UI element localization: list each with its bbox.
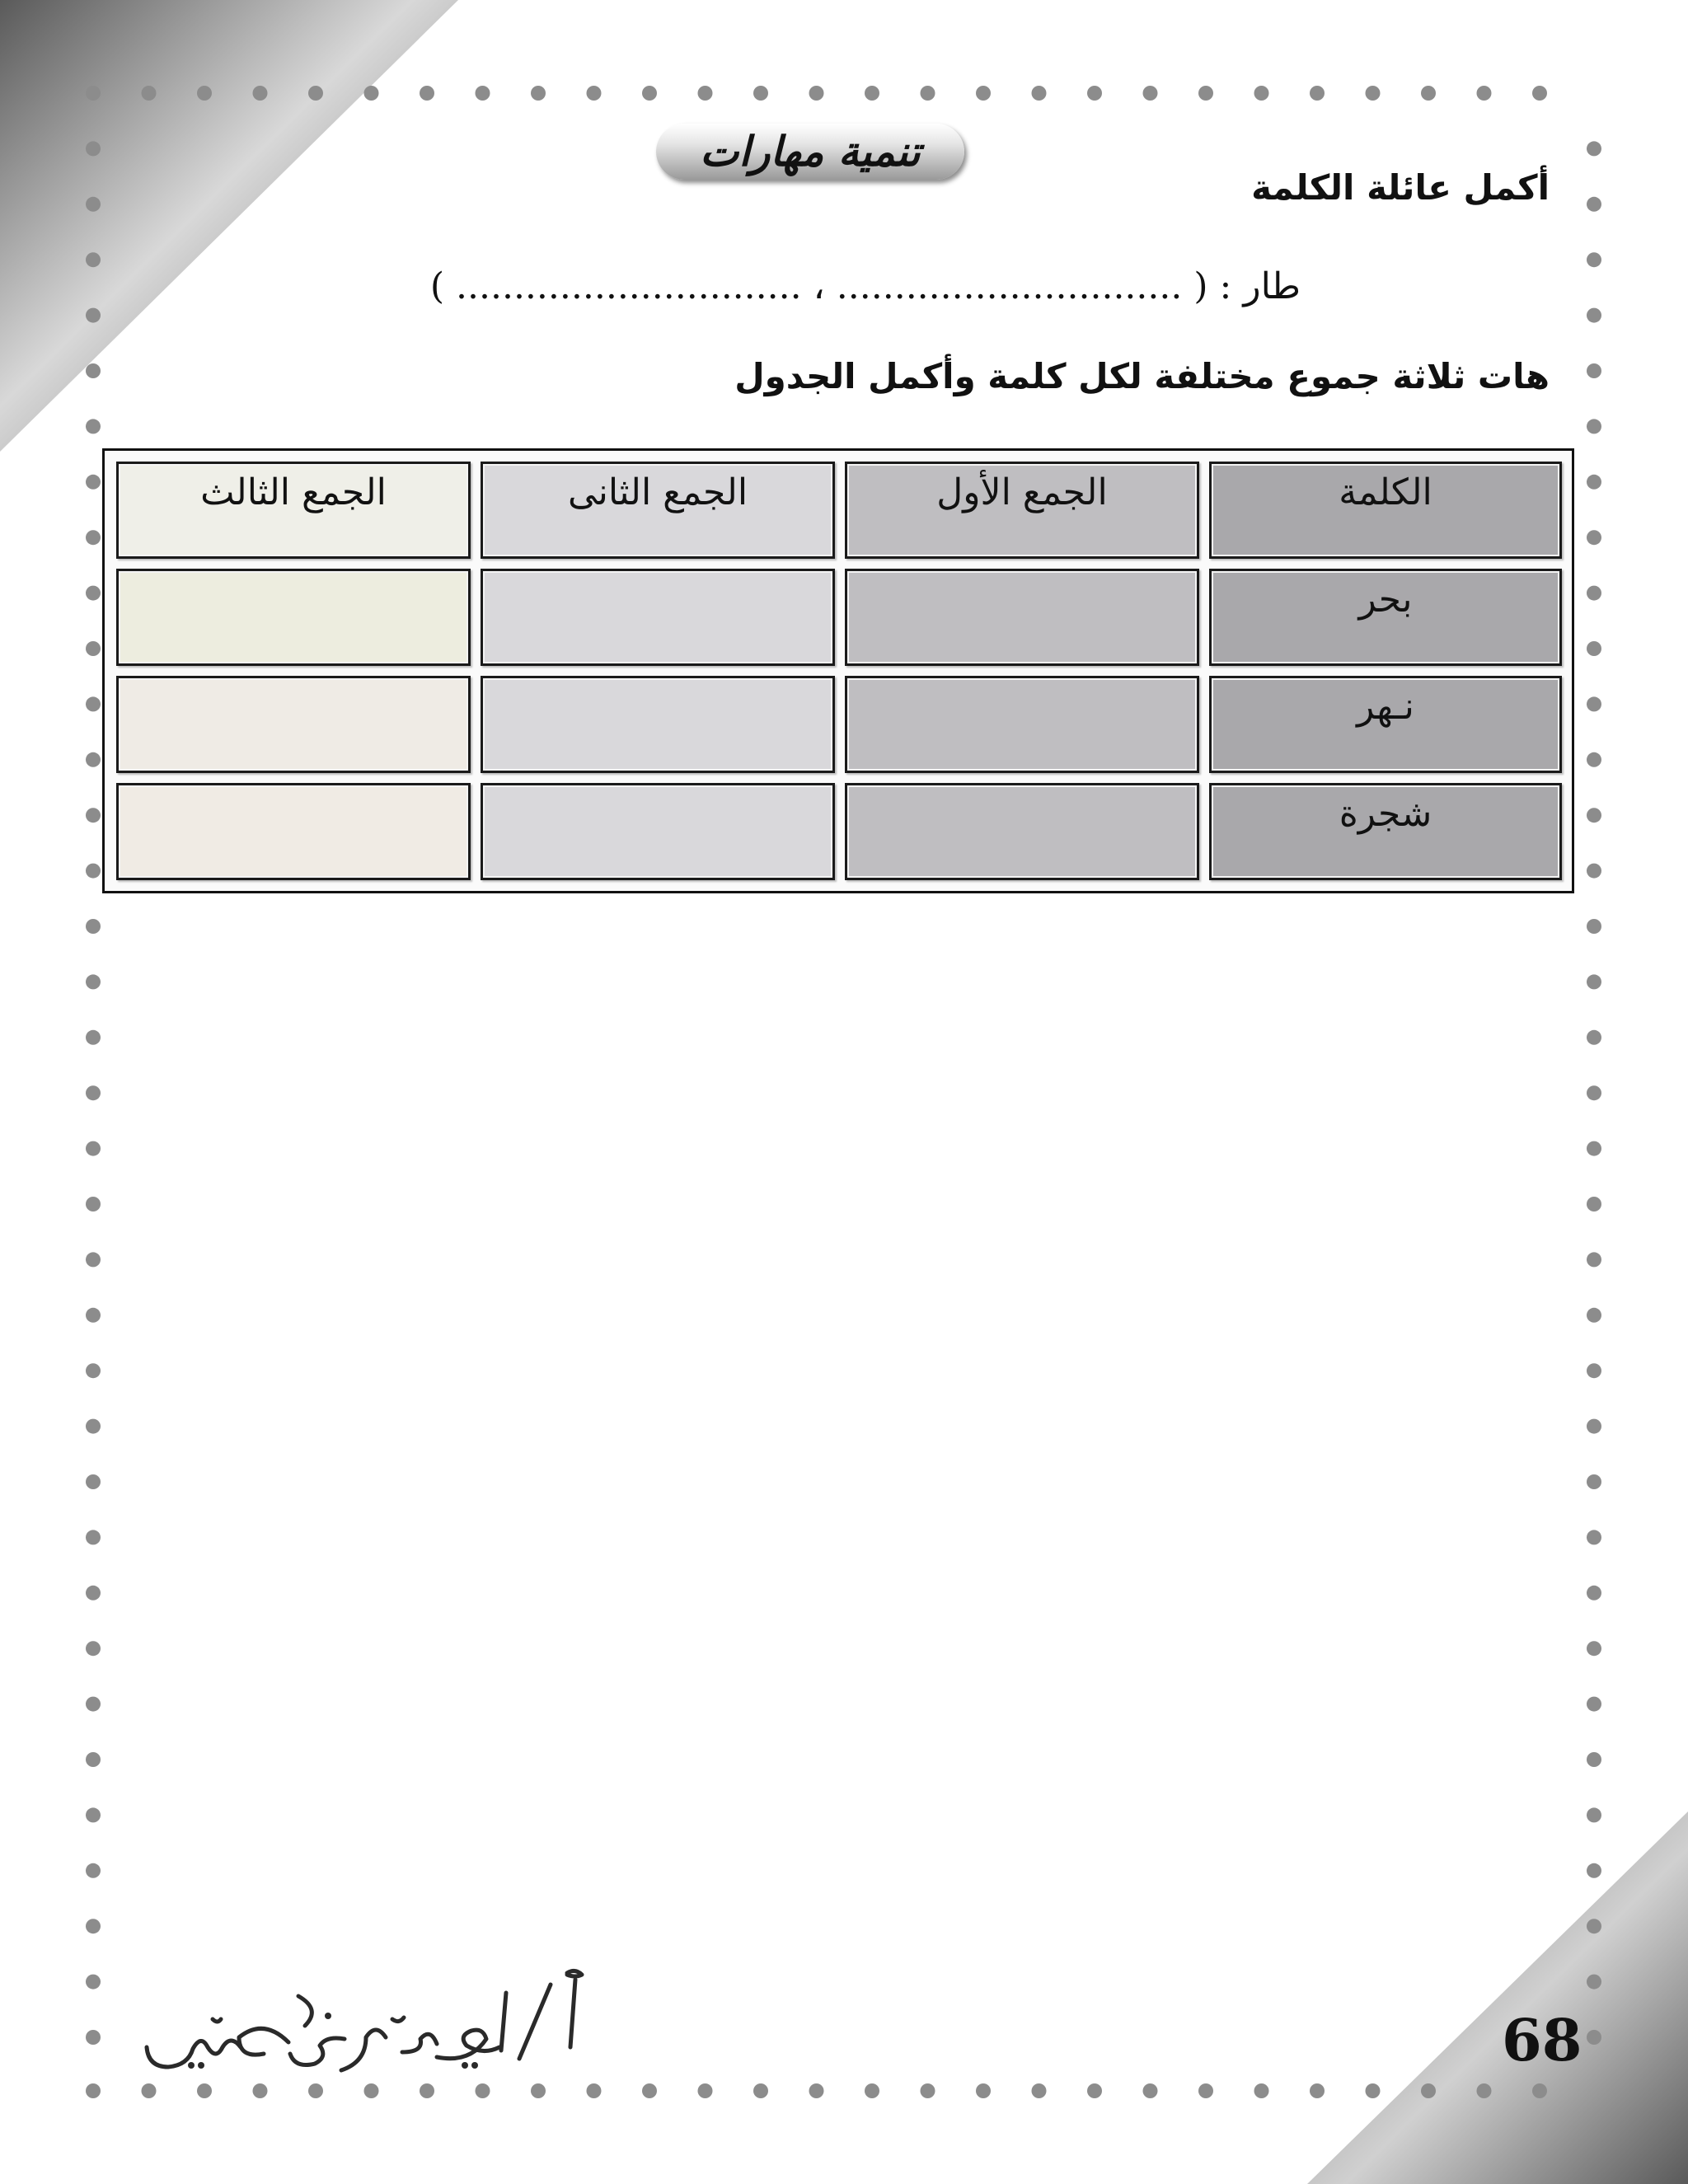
table-cell-word: بحر (1209, 569, 1562, 666)
table-header-word: الكلمة (1209, 462, 1562, 559)
question-1-answer-line: طار : ( .............................. ، .............................. ) (429, 265, 1301, 307)
table-cell-word: شجرة (1209, 783, 1562, 880)
table-header-first-plural: الجمع الأول (845, 462, 1199, 559)
table-cell-second-plural[interactable] (481, 676, 835, 773)
table-cell-first-plural[interactable] (845, 569, 1199, 666)
question-2: هات ثلاثة جموع مختلفة لكل كلمة وأكمل الجدول (734, 356, 1550, 396)
author-signature (132, 1968, 593, 2083)
question-1: أكمل عائلة الكلمة (1251, 167, 1550, 208)
table-header-second-plural: الجمع الثانى (481, 462, 835, 559)
table-cell-first-plural[interactable] (845, 783, 1199, 880)
table-header-third-plural: الجمع الثالث (116, 462, 471, 559)
table-cell-first-plural[interactable] (845, 676, 1199, 773)
table-cell-third-plural[interactable] (116, 783, 471, 880)
table-cell-third-plural[interactable] (116, 569, 471, 666)
table-cell-second-plural[interactable] (481, 569, 835, 666)
table-cell-third-plural[interactable] (116, 676, 471, 773)
page-title: تنمية مهارات (656, 124, 964, 180)
page-number: 68 (1502, 2006, 1582, 2074)
table-cell-word: نـهر (1209, 676, 1562, 773)
plurals-table (102, 448, 1574, 893)
table-cell-second-plural[interactable] (481, 783, 835, 880)
